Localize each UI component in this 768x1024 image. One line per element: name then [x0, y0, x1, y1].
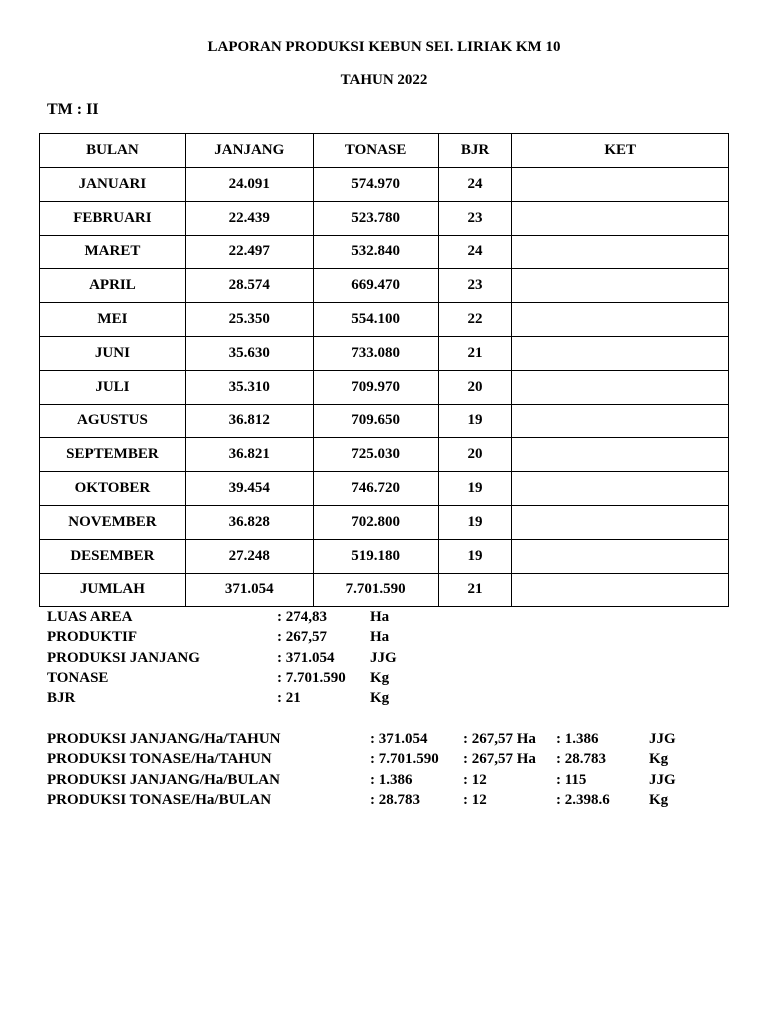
- cell-bjr: 21: [438, 573, 512, 607]
- cell-month: JUNI: [40, 336, 186, 370]
- cell-ket: [512, 438, 729, 472]
- cell-ket: [512, 235, 729, 269]
- cell-ket: [512, 539, 729, 573]
- cell-month: OKTOBER: [40, 472, 186, 506]
- cell-tonase: 746.720: [313, 472, 438, 506]
- productivity-result: : 28.783: [556, 751, 606, 768]
- cell-ket: [512, 168, 729, 202]
- productivity-total: : 371.054: [370, 731, 428, 747]
- productivity-total: : 28.783: [370, 791, 420, 808]
- cell-ket: [512, 303, 729, 337]
- cell-bjr: 23: [438, 269, 512, 303]
- cell-tonase: 523.780: [313, 201, 438, 235]
- cell-tonase: 725.030: [313, 438, 438, 472]
- cell-janjang: 36.828: [185, 505, 313, 539]
- report-year: TAHUN 2022: [340, 72, 428, 88]
- summary-label: LUAS AREA: [47, 609, 133, 625]
- cell-janjang: 27.248: [185, 539, 313, 573]
- cell-month: FEBRUARI: [40, 201, 186, 235]
- productivity-divisor: : 12: [463, 771, 487, 788]
- productivity-divisor: : 267,57 Ha: [463, 751, 536, 768]
- cell-bjr: 24: [438, 235, 512, 269]
- table-row: [40, 370, 729, 404]
- cell-janjang: 371.054: [185, 573, 313, 607]
- summary-unit: Ha: [370, 629, 390, 646]
- cell-month: DESEMBER: [40, 539, 186, 573]
- cell-month: MEI: [40, 303, 186, 337]
- header-bjr: BJR: [438, 134, 512, 168]
- productivity-result: : 115: [556, 771, 587, 788]
- productivity-unit: Kg: [649, 751, 669, 768]
- productivity-result: : 2.398.6: [556, 791, 610, 808]
- cell-tonase: 669.470: [313, 269, 438, 303]
- cell-tonase: 554.100: [313, 303, 438, 337]
- productivity-total: : 7.701.590: [370, 751, 439, 768]
- table-row: [40, 201, 729, 235]
- production-table: [39, 133, 729, 607]
- cell-month: JUMLAH: [40, 573, 186, 607]
- cell-month: AGUSTUS: [40, 404, 186, 438]
- cell-janjang: 35.310: [185, 370, 313, 404]
- table-header-row: [40, 134, 729, 168]
- summary-value: : 7.701.590: [277, 669, 346, 686]
- cell-janjang: 22.439: [185, 201, 313, 235]
- table-row: [40, 505, 729, 539]
- summary-label: BJR: [47, 690, 76, 707]
- productivity-divisor: : 12: [463, 791, 487, 808]
- cell-ket: [512, 269, 729, 303]
- cell-tonase: 7.701.590: [313, 573, 438, 607]
- productivity-result: : 1.386: [556, 731, 599, 747]
- table-row: [40, 303, 729, 337]
- table-row: [40, 404, 729, 438]
- summary-label: PRODUKTIF: [47, 629, 137, 646]
- cell-ket: [512, 370, 729, 404]
- table-row: [40, 539, 729, 573]
- report-title: LAPORAN PRODUKSI KEBUN SEI. LIRIAK KM 10: [207, 39, 561, 55]
- productivity-unit: JJG: [649, 771, 676, 788]
- cell-ket: [512, 336, 729, 370]
- cell-tonase: 733.080: [313, 336, 438, 370]
- cell-bjr: 24: [438, 168, 512, 202]
- cell-janjang: 28.574: [185, 269, 313, 303]
- table-row: [40, 269, 729, 303]
- header-tonase: TONASE: [313, 134, 438, 168]
- cell-tonase: 709.970: [313, 370, 438, 404]
- cell-month: NOVEMBER: [40, 505, 186, 539]
- cell-tonase: 519.180: [313, 539, 438, 573]
- cell-janjang: 25.350: [185, 303, 313, 337]
- cell-janjang: 35.630: [185, 336, 313, 370]
- summary-value: : 274,83: [277, 609, 327, 625]
- cell-bjr: 19: [438, 472, 512, 506]
- summary-label: TONASE: [47, 669, 109, 686]
- tm-label: TM : II: [47, 101, 99, 118]
- summary-unit: Kg: [370, 669, 390, 686]
- cell-tonase: 702.800: [313, 505, 438, 539]
- productivity-total: : 1.386: [370, 771, 413, 788]
- summary-label: PRODUKSI JANJANG: [47, 649, 200, 666]
- table-row: [40, 438, 729, 472]
- cell-tonase: 709.650: [313, 404, 438, 438]
- summary-unit: Kg: [370, 690, 390, 707]
- table-row: [40, 168, 729, 202]
- cell-month: JULI: [40, 370, 186, 404]
- cell-tonase: 532.840: [313, 235, 438, 269]
- summary-value: : 21: [277, 690, 301, 707]
- cell-tonase: 574.970: [313, 168, 438, 202]
- cell-bjr: 22: [438, 303, 512, 337]
- cell-janjang: 22.497: [185, 235, 313, 269]
- cell-janjang: 36.812: [185, 404, 313, 438]
- summary-unit: JJG: [370, 649, 397, 666]
- header-bulan: BULAN: [40, 134, 186, 168]
- productivity-label: PRODUKSI JANJANG/Ha/BULAN: [47, 771, 280, 788]
- cell-ket: [512, 472, 729, 506]
- productivity-divisor: : 267,57 Ha: [463, 731, 536, 747]
- cell-bjr: 19: [438, 539, 512, 573]
- cell-bjr: 19: [438, 404, 512, 438]
- productivity-label: PRODUKSI TONASE/Ha/TAHUN: [47, 751, 272, 768]
- summary-value: : 267,57: [277, 629, 327, 646]
- cell-bjr: 20: [438, 438, 512, 472]
- header-ket: KET: [512, 134, 729, 168]
- summary-unit: Ha: [370, 609, 390, 625]
- header-janjang: JANJANG: [185, 134, 313, 168]
- productivity-label: PRODUKSI TONASE/Ha/BULAN: [47, 791, 272, 808]
- cell-bjr: 20: [438, 370, 512, 404]
- cell-bjr: 23: [438, 201, 512, 235]
- cell-janjang: 24.091: [185, 168, 313, 202]
- cell-janjang: 39.454: [185, 472, 313, 506]
- cell-month: JANUARI: [40, 168, 186, 202]
- cell-month: SEPTEMBER: [40, 438, 186, 472]
- cell-ket: [512, 505, 729, 539]
- cell-bjr: 19: [438, 505, 512, 539]
- productivity-unit: JJG: [649, 731, 676, 747]
- table-row: [40, 573, 729, 607]
- cell-bjr: 21: [438, 336, 512, 370]
- cell-month: MARET: [40, 235, 186, 269]
- cell-ket: [512, 404, 729, 438]
- cell-month: APRIL: [40, 269, 186, 303]
- productivity-label: PRODUKSI JANJANG/Ha/TAHUN: [47, 731, 281, 747]
- summary-value: : 371.054: [277, 649, 335, 666]
- table-row: [40, 235, 729, 269]
- table-row: [40, 472, 729, 506]
- table-row: [40, 336, 729, 370]
- cell-janjang: 36.821: [185, 438, 313, 472]
- cell-ket: [512, 573, 729, 607]
- cell-ket: [512, 201, 729, 235]
- productivity-unit: Kg: [649, 791, 669, 808]
